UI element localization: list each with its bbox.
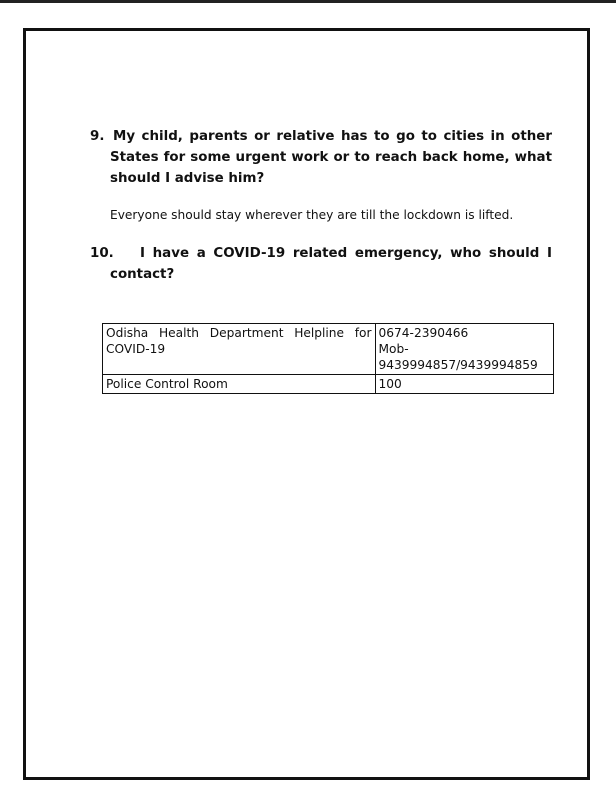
table-row [103,375,554,394]
question-9 [90,126,552,189]
question-10-number: 10. [90,246,114,261]
contact-number-line: 0674-2390466 [378,326,469,340]
question-9-text-line-3: should I advise him? [110,171,265,186]
contact-number-line: 100 [378,377,402,391]
document-page [23,28,590,780]
question-10 [90,243,552,285]
emergency-contacts-table [102,323,554,394]
table-row [103,324,554,375]
contact-name-line: Police Control Room [106,377,228,391]
question-9-number: 9. [90,129,105,144]
page-content [26,31,587,777]
contact-name-cell [103,324,376,375]
answer-9: Everyone should stay wherever they are till the lockdown is lifted. [110,208,514,222]
question-10-text-line-1: I have a COVID-19 related emergency, who should I [140,246,552,261]
contact-number-line: Mob- [378,342,409,356]
contact-name-cell [103,375,376,394]
question-9-text-line-1: My child, parents or relative has to go to cities in other [113,129,552,144]
scan-top-border [0,0,616,3]
question-10-line-1 [90,243,552,264]
contact-number-cell [375,375,553,394]
question-9-text-line-2: States for some urgent work or to reach back home, what [110,150,552,165]
contact-number-cell [375,324,553,375]
contact-number-line: 9439994857/9439994859 [378,358,538,372]
contact-name-line: Odisha Health Department Helpline for [106,326,372,340]
question-10-text-line-2: contact? [110,267,175,282]
question-9-line-1 [90,126,552,147]
contact-name-line: COVID-19 [106,342,166,356]
